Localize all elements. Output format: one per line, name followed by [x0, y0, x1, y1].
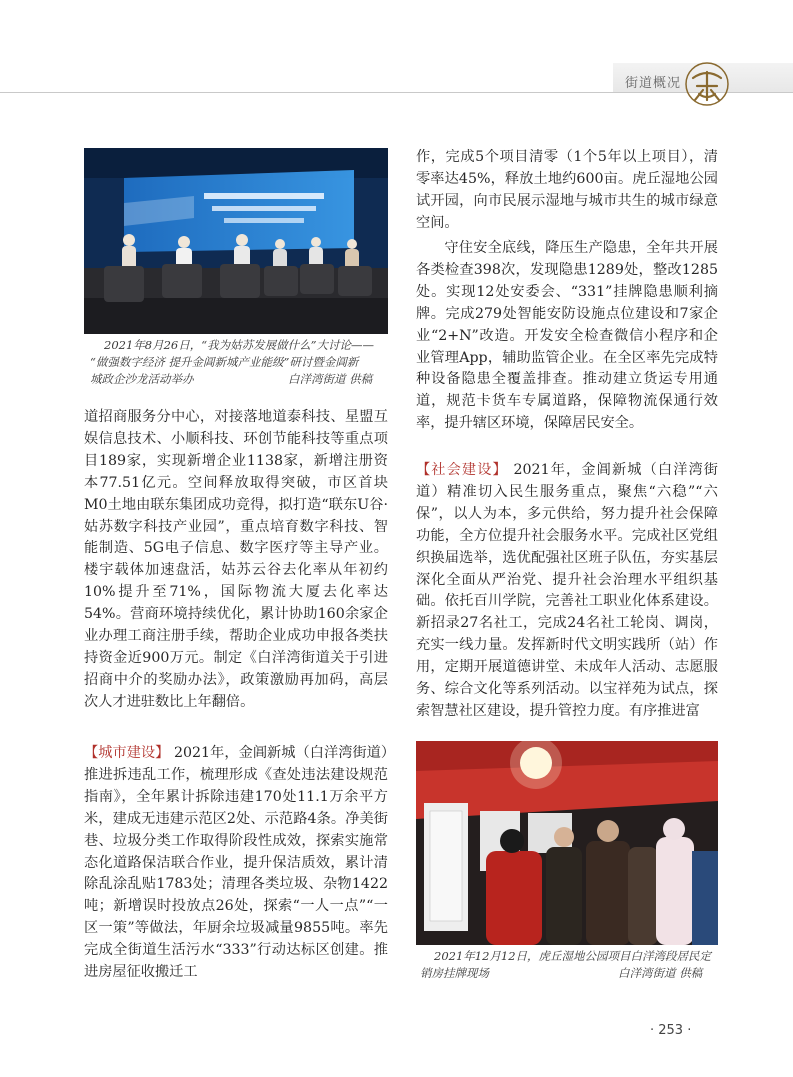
photo1-caption-line1: 2021年8月26日，“我为姑苏发展做什么”大讨论——	[104, 338, 374, 352]
housing-listing-photo	[416, 741, 718, 945]
urban-construction-text: 2021年，金阊新城（白洋湾街道）推进拆违乱工作，梳理形成《查处违法建设规范指南》，全年累计拆除违建170处11.1万余平方米，建成无违建示范区2处、示范路4条。净美街巷、垃圾分类工作取得阶段性成效，探索实施常态化道路保洁联合作业，提升保洁质效，累计清除乱涂乱贴1783处；清理各类垃圾、杂物1422吨；新增误时投放点26处，探索“一人一点”“一区一策”等做法，年厨余垃圾减量9855吨。率先完成全街道生活污水“333”行动达标区创建。推进房屋征收搬迁工	[84, 745, 388, 981]
section-label-social: 【社会建设】	[416, 462, 508, 478]
paragraph-social-construction	[416, 460, 718, 724]
photo2-caption-line2: 销房挂牌现场	[420, 966, 489, 980]
photo1-caption-line2: “做强数字经济 提升金阊新城产业能级”研讨暨金阊新	[90, 355, 359, 369]
photo1-credit: 白洋湾街道 供稿	[288, 372, 373, 386]
header-divider	[0, 92, 793, 93]
conference-photo	[84, 148, 388, 334]
page-number: · 253 ·	[650, 1023, 692, 1038]
section-title: 街道概况	[625, 76, 682, 91]
paragraph-land-release: 作，完成5个项目清零（1个5年以上项目），清零率达45%，释放土地约600亩。虎丘湿地公园试开园，向市民展示湿地与城市共生的城市绿意空间。	[416, 149, 718, 231]
photo1-caption-line3: 城政企沙龙活动举办	[90, 372, 194, 386]
section-label-urban: 【城市建设】	[84, 745, 170, 761]
paragraph-urban-construction	[84, 743, 388, 983]
calligraphy-logo-icon	[683, 60, 731, 108]
photo2-caption-line1: 2021年12月12日，虎丘湿地公园项目白洋湾段居民定	[434, 949, 712, 963]
photo2-credit: 白洋湾街道 供稿	[618, 966, 703, 980]
social-construction-text: 2021年，金阊新城（白洋湾街道）精准切入民生服务重点，聚焦“六稳”“六保”，以人为本，多元供给，努力提升社会保障功能，全方位提升社会服务水平。完成社区党组织换届选举，选优配强社区班子队伍，夯实基层深化全面从严治党、提升社会治理水平组织基础。依托百川学院，完善社工职业化体系建设。新招录27名社工，完成24名社工轮岗、调岗，充实一线力量。发挥新时代文明实践所（站）作用，定期开展道德讲堂、未成年人活动、志愿服务、综合文化等系列活动。以宝祥苑为试点，探索智慧社区建设，提升管控力度。有序推进富	[416, 462, 718, 719]
paragraph-investment: 道招商服务分中心，对接落地道泰科技、星盟互娱信息技术、小顺科技、环创节能科技等重点项目189家，实现新增企业1138家，新增注册资本77.51亿元。空间释放取得突破，市区首块M0土地由联东集团成功竞得，拟打造“联东U谷·姑苏数字科技产业园”，重点培育数字科技、智能制造、5G电子信息、数字医疗等主导产业。楼宇载体加速盘活，姑苏云谷去化率从年初约10%提升至71%，国际物流大厦去化率达54%。营商环境持续优化，累计协助160余家企业办理工商注册手续，帮助企业成功申报各类扶持资金近900万元。制定《白洋湾街道关于引进招商中介的奖励办法》，政策激励再加码，高层次人才进驻数比上年翻倍。	[84, 409, 388, 710]
paragraph-safety: 守住安全底线，降压生产隐患，全年共开展各类检查398次，发现隐患1289处，整改1285处。实现12处安委会、“331”挂牌隐患顺利摘牌。完成279处智能安防设施点位建设和7家企业“2+N”改造。开发安全检查微信小程序和企业管理App，辅助监管企业。在全区率先完成特种设备隐患全覆盖排查。推动建立货运专用通道，规范卡货车专属道路，保障物流保通行效率，提升辖区环境，保障居民安全。	[416, 240, 718, 432]
